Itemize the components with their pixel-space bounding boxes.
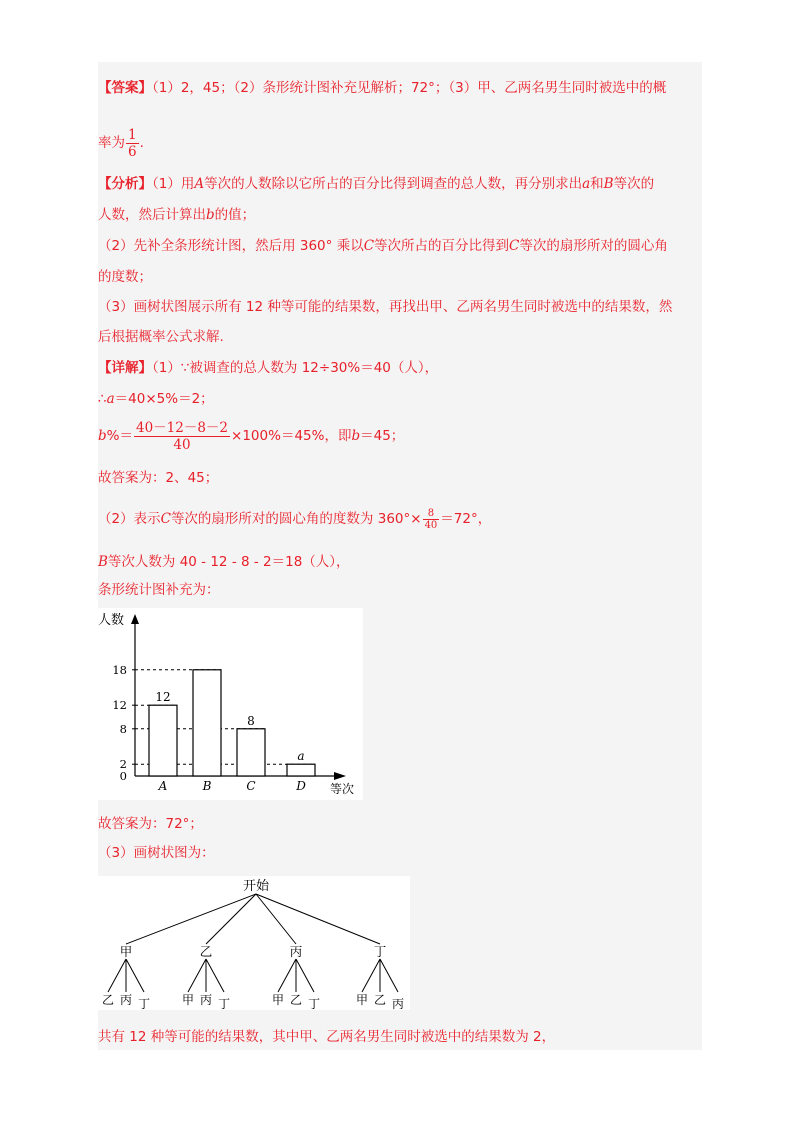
detail-line-1 <box>98 358 702 378</box>
b-percent-fraction <box>134 420 230 453</box>
analysis-line-2 <box>98 205 702 225</box>
answer-prob-suffix: . <box>139 135 144 151</box>
tree-branch-label: 丁 <box>373 944 387 959</box>
y-axis-arrow <box>131 614 139 624</box>
answer-line-2 <box>98 123 702 163</box>
answer-text-1: （1）2，45；（2）条形统计图补充见解析；72°；（3）甲、乙两名男生同时被选中的概 <box>152 80 667 96</box>
detail-line-6 <box>98 552 702 572</box>
tree-edge <box>126 959 144 992</box>
x-axis-arrow <box>334 772 346 780</box>
bar-d <box>287 764 315 776</box>
detail-line-3 <box>98 419 702 453</box>
math-var-b: b <box>351 428 361 444</box>
tree-branch-label: 丙 <box>289 944 303 959</box>
tree-leaf-label: 丙 <box>391 997 405 1010</box>
analysis-line-6: 后根据概率公式求解. <box>98 329 224 345</box>
analysis-line-1 <box>98 174 702 194</box>
tree-leaf-label: 丁 <box>307 997 321 1010</box>
analysis-text: 等次所占的百分比得到 <box>374 238 510 254</box>
analysis-text: 人数，然后计算出 <box>98 207 206 223</box>
bar-chart <box>98 608 363 800</box>
detail-tag: 【详解】 <box>98 360 152 376</box>
tree-edge <box>296 959 314 992</box>
detail-text: ＝72°， <box>440 511 492 527</box>
detail-line-2 <box>98 389 702 409</box>
detail-text: ×100%＝45%，即 <box>231 428 352 444</box>
analysis-line-5: （3）画树状图展示所有 12 种等可能的结果数，再找出甲、乙两名男生同时被选中的结果数，然 <box>98 299 673 315</box>
analysis-text: （1）用 <box>152 176 195 192</box>
detail-text: %＝ <box>106 428 133 444</box>
tree-edge <box>256 894 380 944</box>
prob-numerator: 1 <box>128 126 137 143</box>
y-tick-label: 2 <box>119 757 127 772</box>
bar-c <box>237 729 265 776</box>
detail-line-4: 故答案为：2、45； <box>98 470 219 486</box>
bar-label-c: 8 <box>247 713 255 728</box>
answer-probability-fraction <box>126 127 139 160</box>
y-tick-label: 18 <box>112 662 127 677</box>
detail-line-5 <box>98 502 702 536</box>
math-var-b: b <box>206 207 215 223</box>
detail-text: 等次人数为 40 - 12 - 8 - 2＝18（人）， <box>107 554 350 570</box>
detail-text: ＝40×5%＝2； <box>114 391 214 407</box>
tree-edge <box>126 894 256 944</box>
math-var-a: a <box>106 391 115 407</box>
detail-line-8: 故答案为：72°； <box>98 816 203 832</box>
bar-a <box>149 705 177 776</box>
detail-line-7: 条形统计图补充为： <box>98 582 220 598</box>
analysis-tag: 【分析】 <box>98 176 152 192</box>
detail-text: （1）∵被调查的总人数为 12÷30%＝40（人）， <box>152 360 439 376</box>
tree-leaf-label: 丙 <box>199 993 213 1007</box>
math-var-A: A <box>194 176 205 192</box>
x-tick-label: B <box>202 779 212 793</box>
tree-edge <box>188 959 206 992</box>
answer-tag: 【答案】 <box>98 80 152 96</box>
tree-root-label: 开始 <box>242 879 270 894</box>
answer-prob-prefix: 率为 <box>98 135 125 151</box>
analysis-text: 等次的 <box>613 176 655 192</box>
tree-leaf-label: 甲 <box>271 993 285 1007</box>
bar-b <box>193 670 221 776</box>
analysis-line-3 <box>98 236 702 256</box>
tree-diagram-figure <box>98 876 410 1010</box>
math-var-B: B <box>603 176 614 192</box>
x-tick-label: C <box>246 779 256 793</box>
analysis-text: （2）先补全条形统计图，然后用 360° 乘以 <box>98 238 364 254</box>
math-var-B: B <box>98 554 108 570</box>
y-tick-label: 12 <box>112 698 127 713</box>
tree-edge <box>206 894 256 944</box>
bar-label-a: 12 <box>155 690 171 705</box>
tree-edge <box>206 959 224 992</box>
math-var-C: C <box>509 238 520 254</box>
tree-leaf-label: 乙 <box>289 993 303 1007</box>
analysis-line-4: 的度数； <box>98 269 152 285</box>
detail-text: （2）表示 <box>98 511 161 527</box>
answer-line-1 <box>98 78 702 98</box>
y-tick-label: 8 <box>119 721 127 736</box>
fraction-numerator: 40－12－8－2 <box>135 419 229 436</box>
tree-edge <box>278 959 296 992</box>
tree-edge <box>256 894 296 944</box>
analysis-text: 的值； <box>214 207 256 223</box>
prob-denominator: 6 <box>128 143 137 160</box>
tree-branch-label: 乙 <box>199 944 213 959</box>
x-axis-label: 等次 <box>330 782 355 796</box>
math-var-C: C <box>363 238 375 254</box>
bar-label-d: a <box>297 749 305 764</box>
detail-text: ∴ <box>98 391 107 407</box>
analysis-text: 等次的人数除以它所占的百分比得到调查的总人数，再分别求出 <box>204 176 583 192</box>
x-tick-label: D <box>296 779 306 793</box>
y-axis-label: 人数 <box>98 613 125 628</box>
tree-leaf-label: 丁 <box>137 997 151 1010</box>
x-tick-label: A <box>158 779 168 793</box>
tree-leaf-label: 丙 <box>119 993 133 1007</box>
fraction-denominator: 40 <box>424 519 438 531</box>
y-tick-label: 0 <box>119 769 127 783</box>
detail-text: ＝45； <box>360 428 405 444</box>
math-var-b: b <box>98 428 107 444</box>
analysis-text: 和 <box>590 176 604 192</box>
tree-edge <box>362 959 380 992</box>
angle-fraction <box>423 508 440 531</box>
detail-line-9: （3）画树状图为： <box>98 845 215 861</box>
math-var-a: a <box>582 176 591 192</box>
fraction-denominator: 40 <box>173 436 191 453</box>
tree-branch-label: 甲 <box>119 944 133 959</box>
tree-edge <box>108 959 126 992</box>
fraction-numerator: 8 <box>423 508 440 520</box>
tree-leaf-label: 甲 <box>181 993 195 1007</box>
tree-leaf-label: 乙 <box>373 993 387 1007</box>
math-var-C: C <box>160 511 171 527</box>
analysis-text: 等次的扇形所对的圆心角 <box>519 238 668 254</box>
tree-leaf-label: 丁 <box>217 997 231 1010</box>
tree-leaf-label: 乙 <box>101 993 115 1007</box>
tree-leaf-label: 甲 <box>355 993 369 1007</box>
detail-line-10: 共有 12 种等可能的结果数，其中甲、乙两名男生同时被选中的结果数为 2， <box>98 1029 556 1045</box>
tree-edge <box>380 959 398 992</box>
bar-chart-figure <box>98 608 363 800</box>
detail-text: 等次的扇形所对的圆心角的度数为 360°× <box>170 511 422 527</box>
tree-diagram <box>98 876 410 1010</box>
